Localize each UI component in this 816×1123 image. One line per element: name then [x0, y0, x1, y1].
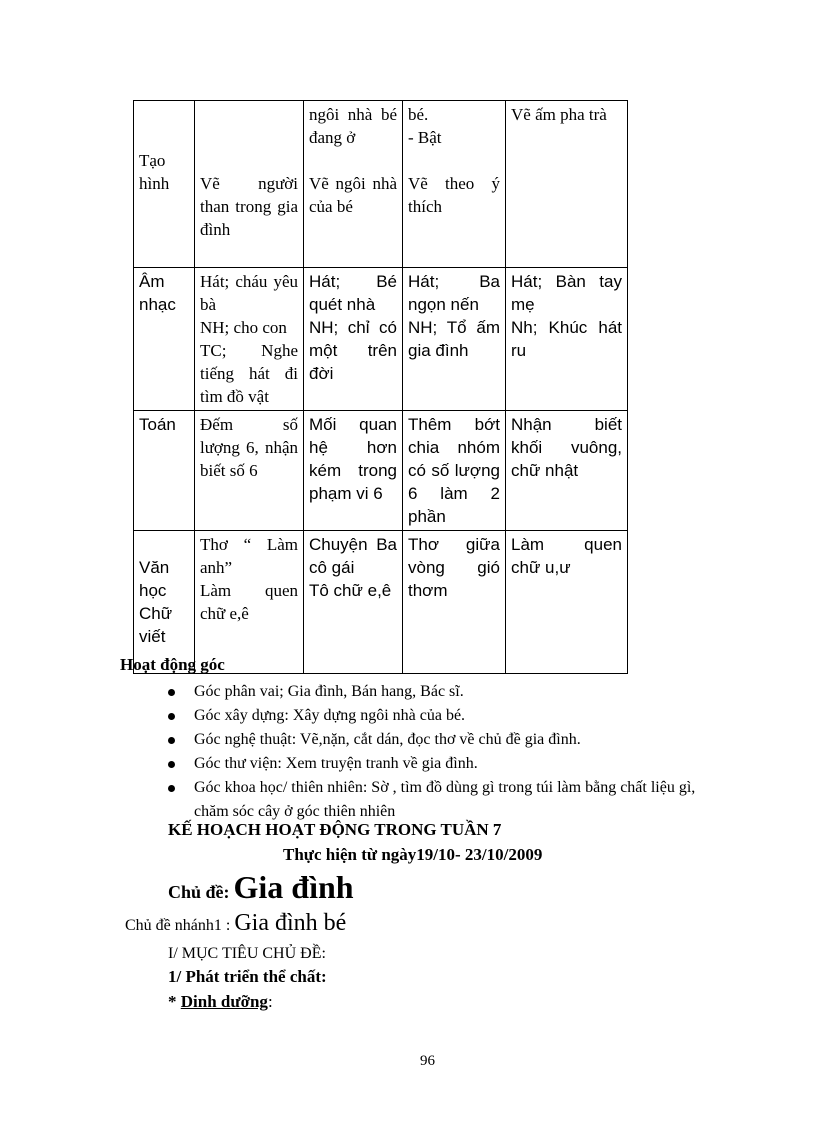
list-item: Góc thư viện: Xem truyện tranh về gia đình.	[168, 752, 728, 776]
bullet-icon	[168, 689, 175, 696]
activity-corner-list	[168, 680, 728, 824]
subject-cell: Âm nhạc	[134, 268, 195, 411]
nutrition-line	[168, 992, 273, 1012]
bullet-icon	[168, 737, 175, 744]
subject-cell: Tạo hình	[134, 101, 195, 268]
list-item: Góc khoa học/ thiên nhiên: Sờ , tìm đồ dùng gì trong túi làm bằng chất liệu gì, chăm sóc cây ở góc thiên nhiên	[168, 776, 728, 824]
physical-heading: 1/ Phát triển thể chất:	[168, 967, 327, 986]
subject-cell: Văn học Chữ viết	[134, 531, 195, 674]
list-item: Góc phân vai; Gia đình, Bán hang, Bác sĩ.	[168, 680, 728, 704]
activity-cell: Chuyện Ba cô gái Tô chữ e,ê	[304, 531, 403, 674]
subtopic-label: Chủ đề nhánh1 :	[125, 917, 231, 934]
activity-cell: Hát; Bàn tay mẹ Nh; Khúc hát ru	[506, 268, 628, 411]
activity-cell: Đếm số lượng 6, nhận biết số 6	[195, 411, 304, 531]
nutrition-colon: :	[267, 992, 273, 1011]
activity-cell: Thêm bớt chia nhóm có số lượng 6 làm 2 phần	[403, 411, 506, 531]
subject-cell: Toán	[134, 411, 195, 531]
table-row	[134, 531, 628, 674]
activity-cell: Thơ “ Làm anh” Làm quen chữ e,ê	[195, 531, 304, 674]
activity-cell: bé. - Bật Vẽ theo ý thích	[403, 101, 506, 268]
list-item: Góc xây dựng: Xây dựng ngôi nhà của bé.	[168, 704, 728, 728]
table-row	[134, 268, 628, 411]
topic-line	[168, 869, 354, 906]
plan-dates: Thực hiện từ ngày19/10- 23/10/2009	[283, 845, 543, 864]
nutrition-star: *	[168, 992, 181, 1011]
table-row	[134, 411, 628, 531]
activity-cell: Làm quen chữ u,ư	[506, 531, 628, 674]
subtopic-value: Gia đình bé	[234, 910, 347, 936]
bullet-icon	[168, 785, 175, 792]
bullet-icon	[168, 713, 175, 720]
bullet-icon	[168, 761, 175, 768]
topic-label: Chủ đề:	[168, 882, 230, 902]
nutrition-label: Dinh dưỡng	[180, 992, 268, 1011]
activity-cell: Vẽ người than trong gia đình	[195, 101, 304, 268]
activity-cell: ngôi nhà bé đang ở Vẽ ngôi nhà của bé	[304, 101, 403, 268]
activity-corner-heading: Hoạt động góc	[120, 655, 225, 674]
activity-cell: Mối quan hệ hơn kém trong phạm vi 6	[304, 411, 403, 531]
topic-value: Gia đình	[233, 869, 354, 905]
activity-cell: Nhận biết khối vuông, chữ nhật	[506, 411, 628, 531]
plan-title: KẾ HOẠCH HOẠT ĐỘNG TRONG TUẦN 7	[168, 820, 502, 839]
activity-cell: Hát; cháu yêu bà NH; cho con TC; Nghe tiếng hát đi tìm đồ vật	[195, 268, 304, 411]
activity-cell: Vẽ ấm pha trà	[506, 101, 628, 268]
page-number: 96	[420, 1053, 435, 1069]
table-row	[134, 101, 628, 268]
objectives-heading: I/ MỤC TIÊU CHỦ ĐỀ:	[168, 945, 326, 962]
activity-cell: Hát; Bé quét nhà NH; chỉ có một trên đời	[304, 268, 403, 411]
activity-cell: Hát; Ba ngọn nến NH; Tổ ấm gia đình	[403, 268, 506, 411]
subtopic-line	[125, 910, 346, 937]
activity-table	[133, 100, 628, 674]
activity-cell: Thơ giữa vòng gió thơm	[403, 531, 506, 674]
list-item: Góc nghệ thuật: Vẽ,nặn, cắt dán, đọc thơ về chủ đề gia đình.	[168, 728, 728, 752]
